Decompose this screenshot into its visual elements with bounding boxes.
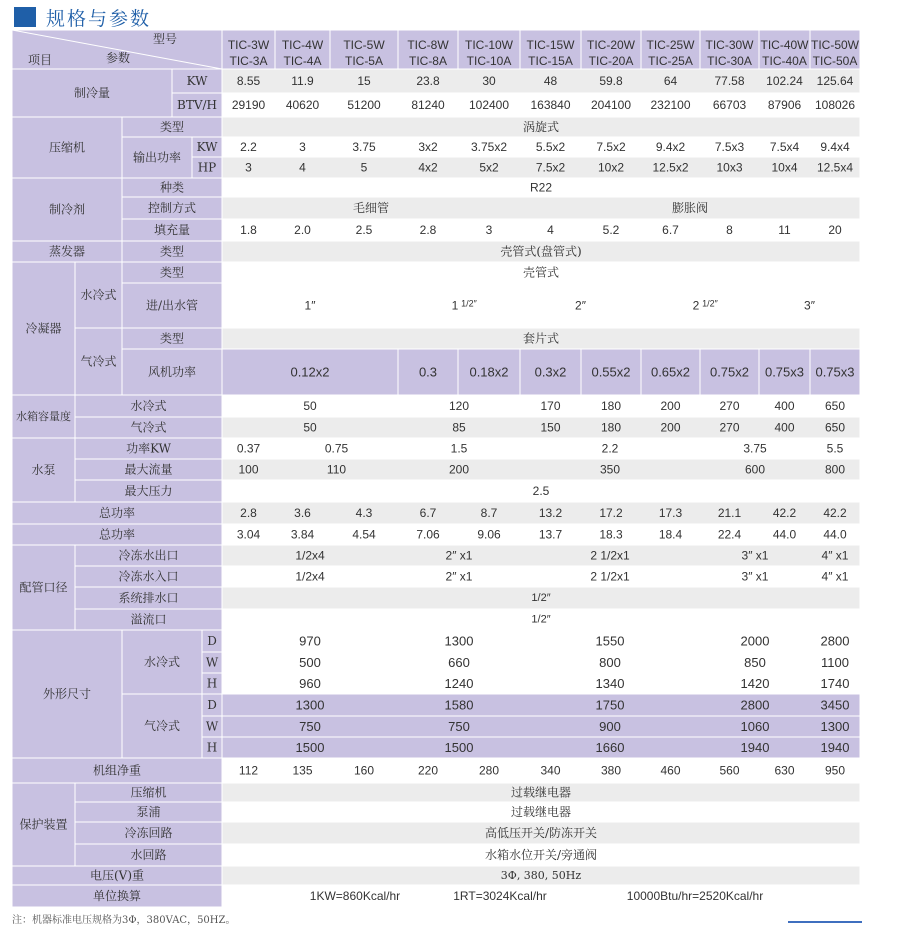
cool-btu-value: 204100 [590,98,632,112]
dim-value: 1580 [444,697,474,713]
label-voltage-text: 电压(V)重 [89,868,145,883]
total-power-2-value: 18.4 [658,527,683,542]
label-dim-h-text: H [206,676,218,691]
label-pump-power-text: 功率KW [126,441,171,456]
label-compressor-text: 压缩机 [48,140,86,155]
model-name: TIC-8W [407,38,449,52]
pipe-value-fraction: 1/2″ [461,298,477,309]
label-net-weight-text: 机组净重 [92,763,142,778]
fan-value: 0.75x2 [709,364,750,380]
ref-charge-value: 2.8 [419,223,437,237]
label-cond-air-text: 气冷式 [80,354,117,369]
model-name: TIC-40W [760,38,809,52]
total-power-1-value: 21.1 [717,506,742,520]
model-name: TIC-20W [587,38,635,52]
comp-hp-value: 4 [299,160,306,175]
cool-kw-value: 77.58 [714,74,745,88]
label-chilled-out-text: 冷冻水出口 [118,548,179,563]
total-power-2-value: 3.04 [236,527,261,542]
chilled-out-value: 1/2x4 [295,548,325,563]
model-name: TIC-10W [465,38,513,52]
label-conversion-text: 单位换算 [92,889,142,903]
tank-air-value: 150 [540,420,561,435]
fan-value: 0.3 [418,364,438,380]
net-weight-value: 380 [600,763,622,778]
model-name: TIC-25A [648,54,693,68]
tank-water-value: 50 [303,399,317,413]
dim-value: 2000 [740,633,770,649]
pipe-value-fraction: 1/2″ [702,298,718,309]
label-evap-type-text: 类型 [159,244,185,259]
model-name: TIC-15W [526,38,575,52]
ref-charge-value: 2.0 [294,223,311,237]
label-total-power-1-text: 总功率 [98,506,136,520]
chilled-in-value: 4″ x1 [821,569,849,584]
tank-water-value: 650 [824,399,846,413]
label-cond-water-text: 水冷式 [80,288,117,302]
net-weight-value: 135 [292,763,313,778]
total-power-1-value: 17.2 [599,506,623,520]
label-prot-pump-text: 泵浦 [136,805,161,819]
label-dim-h-text: H [206,740,218,755]
label-kw-text: KW [186,74,208,88]
cool-kw-value: 15 [357,74,371,88]
total-power-1-value: 42.2 [823,506,847,520]
cool-btu-value: 163840 [530,98,571,112]
label-comp-kw-text: KW [196,140,218,154]
dim-value: 1300 [295,697,325,713]
comp-hp-value: 12.5x2 [652,160,689,175]
tank-water-value: 270 [719,399,740,413]
conversion-value: 10000Btu/hr=2520Kcal/hr [626,889,764,903]
comp-hp-value: 7.5x2 [535,160,566,175]
pump-kw-value: 2.2 [601,441,619,456]
total-power-2-value: 13.7 [538,527,563,542]
fan-value: 0.12x2 [290,364,330,380]
label-ref-kind-text: 种类 [159,180,185,195]
cool-btu-value: 108026 [814,98,856,112]
comp-kw-value: 5.5x2 [535,140,566,154]
label-dim-air-text: 气冷式 [143,719,181,733]
label-comp-hp-text: HP [197,160,217,175]
tank-air-value: 50 [303,420,317,435]
model-name: TIC-5A [344,54,384,68]
cool-kw-value: 102.24 [766,74,803,88]
cool-btu-value: 232100 [650,98,691,112]
label-pump-pressure-text: 最大压力 [124,484,173,498]
net-weight-value: 950 [824,763,846,778]
net-weight-value: 630 [774,763,795,778]
pump-pressure-value: 2.5 [532,484,550,498]
label-pump-flow-text: 最大流量 [124,462,173,477]
dim-value: 1750 [595,697,625,713]
dim-value: 750 [299,719,321,734]
tank-air-value: 270 [719,420,740,435]
pipe-value: 1″ [304,298,316,313]
comp-kw-value: 3.75 [352,140,376,154]
label-tank-water-text: 水冷式 [130,399,167,413]
cool-btu-value: 87906 [767,98,802,112]
total-power-2-value: 22.4 [717,527,742,542]
corner-param: 参数 [105,51,131,65]
total-power-1-value: 8.7 [480,506,498,520]
total-power-2-value: 3.84 [290,527,315,542]
cool-kw-value: 23.8 [416,74,440,88]
label-refrigerant-text: 制冷剂 [48,202,86,217]
cool-btu-value: 51200 [347,98,381,112]
ref-charge-value: 5.2 [602,223,620,237]
fan-value: 0.3x2 [534,364,567,380]
ref-kind-value: R22 [529,180,553,195]
model-name: TIC-30A [707,54,752,68]
cool-btu-value: 81240 [411,98,445,112]
model-name: TIC-3W [227,38,270,52]
total-power-2-value: 4.54 [352,527,376,542]
dim-value: 1940 [740,740,770,755]
fan-value: 0.75x3 [764,364,805,380]
total-power-1-value: 13.2 [538,506,563,520]
ref-charge-value: 8 [726,223,733,237]
dim-value: 1500 [295,740,325,755]
prot-chill-value: 高低压开关/防冻开关 [484,826,598,840]
label-fan-text: 风机功率 [147,365,197,379]
cool-kw-value: 11.9 [291,74,314,88]
ref-control-row [222,197,860,219]
tank-water-value: 400 [774,399,795,413]
fan-value: 0.18x2 [469,364,509,380]
label-btu-text: BTV/H [177,98,217,112]
dim-value: 3450 [820,697,850,713]
label-prot-water-text: 水回路 [130,848,167,862]
net-weight-value: 340 [540,763,561,778]
cool-kw-value: 64 [663,74,678,88]
ref-control-value: 毛细管 [352,201,390,215]
net-weight-value: 460 [660,763,681,778]
total-power-2-value: 7.06 [416,527,440,542]
model-name: TIC-50A [812,54,858,68]
dim-value: 1300 [444,633,474,649]
total-power-2-value: 44.0 [823,527,847,542]
spec-table [12,30,860,907]
comp-kw-value: 3x2 [418,140,438,154]
model-name: TIC-8A [408,54,448,68]
chilled-out-value: 4″ x1 [821,548,849,563]
pump-flow-value: 600 [744,462,766,477]
chilled-out-value: 2 1/2x1 [590,548,630,563]
evap-type-value: 壳管式(盘管式) [500,244,582,259]
total-power-1-value: 42.2 [772,506,797,520]
model-name: TIC-50W [811,38,859,52]
net-weight-value: 220 [417,763,439,778]
total-power-1-value: 4.3 [355,506,373,520]
ref-control-value: 膨胀阀 [671,201,709,215]
label-dim-w-text: W [205,655,219,670]
comp-kw-value: 7.5x3 [714,140,745,154]
ref-charge-value: 4 [547,223,554,237]
cool-btu-value: 29190 [231,98,266,112]
label-pipe-text: 进/出水管 [145,298,199,313]
comp-hp-value: 12.5x4 [816,160,854,175]
comp-kw-value: 3.75x2 [470,140,508,154]
dim-value: 1660 [595,740,625,755]
pump-flow-value: 110 [326,462,347,477]
total-power-2-value: 18.3 [599,527,623,542]
dim-value: 1500 [444,740,474,755]
label-tank-air-text: 气冷式 [130,420,167,435]
conversion-value: 1RT=3024Kcal/hr [453,889,547,903]
label-comp-type-text: 类型 [159,120,185,134]
prot-pump-value: 过载继电器 [510,805,572,819]
fan-value: 0.55x2 [591,364,631,380]
page-title: 规格与参数 [46,7,152,30]
dim-value: 2800 [740,697,770,713]
cool-kw-value: 30 [482,74,496,88]
ref-charge-value: 6.7 [662,223,679,237]
ref-charge-value: 11 [778,223,791,237]
dim-value: 1060 [740,719,770,734]
label-prot-comp-text: 压缩机 [130,785,167,800]
dim-value: 500 [299,655,321,670]
dim-value: 970 [299,633,321,649]
dim-value: 900 [599,719,621,734]
label-dim-d-text: D [207,634,217,648]
total-power-2-value: 44.0 [772,527,797,542]
label-pipe-dia-text: 配管口径 [19,580,68,595]
pump-kw-value: 0.75 [324,441,349,456]
label-ref-charge-text: 填充量 [153,223,191,237]
corner-item: 项目 [27,53,53,67]
total-power-1-value: 3.6 [294,506,311,520]
pump-kw-value: 5.5 [826,441,844,456]
pump-kw-value: 1.5 [450,441,468,456]
label-cooling-text: 制冷量 [73,86,111,100]
total-power-2-value: 9.06 [477,527,501,542]
chilled-in-value: 1/2x4 [295,569,325,584]
dim-value: 1420 [740,676,770,691]
chilled-in-value: 3″ x1 [741,569,769,584]
model-name: TIC-25W [646,38,695,52]
model-name: TIC-20A [588,54,634,68]
dim-value: 1240 [444,676,474,691]
comp-kw-value: 3 [299,140,306,154]
pump-flow-value: 100 [238,462,259,477]
prot-water-value: 水箱水位开关/旁通阀 [484,848,598,862]
dim-value: 1940 [820,740,850,755]
pump-kw-value: 3.75 [743,441,767,456]
comp-kw-value: 7.5x2 [596,140,626,154]
label-output-power-text: 输出功率 [132,150,182,165]
pipe-value: 1 [451,298,459,313]
pump-flow-value: 800 [824,462,846,477]
model-name: TIC-30W [705,38,754,52]
pipe-row [222,283,860,328]
pipe-value: 2″ [575,298,586,313]
corner-model: 型号 [152,32,178,46]
tank-water-value: 200 [660,399,681,413]
label-cond-air-type-text: 类型 [159,331,185,346]
dim-value: 800 [599,655,621,670]
net-weight-value: 112 [238,763,259,778]
label-dim-water-text: 水冷式 [143,655,181,669]
comp-type-value: 涡旋式 [522,120,560,134]
total-power-1-value: 2.8 [240,506,257,520]
tank-air-value: 200 [660,420,681,435]
label-overflow-text: 溢流口 [130,612,167,627]
cond-water-type-value: 壳管式 [522,265,560,280]
model-name: TIC-5W [343,38,385,52]
label-dim-d-text: D [207,698,217,712]
cool-kw-value: 59.8 [599,74,623,88]
pipe-value: 2 [692,298,700,313]
comp-hp-value: 4x2 [418,160,438,175]
comp-hp-value: 10x2 [597,160,625,175]
label-prot-chill-text: 冷冻回路 [124,826,173,840]
ref-charge-value: 1.8 [240,223,257,237]
footnote: 注：机器标准电压规格为3Φ，380VAC，50HZ。 [12,915,236,926]
pump-flow-value: 200 [448,462,470,477]
chilled-in-value: 2 1/2x1 [590,569,630,584]
net-weight-value: 280 [478,763,500,778]
label-evaporator-text: 蒸发器 [48,244,86,259]
conversion-value: 1KW=860Kcal/hr [309,889,401,903]
model-name: TIC-15A [528,54,573,68]
tank-air-value: 85 [452,420,466,435]
tank-air-value: 180 [600,420,622,435]
cool-kw-row [222,69,860,93]
label-chilled-in-text: 冷冻水入口 [118,569,179,584]
cool-btu-value: 40620 [285,98,320,112]
chilled-out-value: 2″ x1 [445,548,473,563]
comp-hp-value: 5x2 [479,160,499,175]
section-marker-icon [14,7,36,27]
ref-charge-value: 3 [485,223,493,237]
section-header [14,4,151,30]
pipe-value: 3″ [804,298,815,313]
tank-air-value: 400 [774,420,795,435]
voltage-value: 3Φ, 380, 50Hz [500,869,582,882]
tank-air-value: 650 [824,420,846,435]
ref-charge-value: 20 [828,223,842,237]
comp-hp-value: 3 [245,160,252,175]
comp-kw-value: 9.4x2 [655,140,686,154]
fan-value: 0.75x3 [815,364,855,380]
cool-kw-value: 48 [543,74,558,88]
tank-water-value: 180 [600,399,622,413]
dim-value: 1740 [820,676,850,691]
comp-hp-value: 10x3 [716,160,743,175]
dim-value: 1340 [595,676,625,691]
dim-value: 1300 [820,719,850,734]
ref-charge-row [222,219,860,241]
total-power-1-value: 6.7 [419,506,437,520]
label-total-power-2-text: 总功率 [98,527,136,542]
tank-water-value: 170 [540,399,561,413]
chilled-out-value: 3″ x1 [741,548,769,563]
dim-value: 2800 [820,633,850,649]
label-dim-w-text: W [205,719,219,734]
dim-value: 1100 [821,655,849,670]
cool-kw-value: 8.55 [236,74,261,88]
label-dimensions-text: 外形尺寸 [42,687,92,701]
net-weight-value: 160 [353,763,375,778]
dim-value: 850 [744,655,766,670]
model-name: TIC-4A [283,54,322,68]
model-name: TIC-40A [762,54,807,68]
label-ref-control-text: 控制方式 [147,201,197,215]
comp-kw-value: 7.5x4 [769,140,800,154]
decorative-bar [788,921,862,923]
label-drain-text: 系统排水口 [118,591,179,605]
model-name: TIC-3A [229,54,268,68]
pump-kw-value: 0.37 [236,441,261,456]
dim-value: 1550 [595,633,625,649]
dim-value: 960 [299,676,321,691]
net-weight-value: 560 [719,763,740,778]
comp-hp-value: 10x4 [771,160,798,175]
pump-flow-value: 350 [599,462,621,477]
overflow-value: 1/2″ [531,613,551,626]
chilled-in-value: 2″ x1 [445,569,473,584]
label-pump-text: 水泵 [31,463,56,477]
label-condenser-text: 冷凝器 [25,321,62,336]
label-protection-text: 保护装置 [19,817,68,832]
dim-value: 660 [448,655,470,670]
label-tank-text: 水箱容量度 [16,410,71,423]
tank-water-value: 120 [448,399,470,413]
prot-comp-value: 过载继电器 [510,785,572,800]
dim-value: 750 [448,719,470,734]
label-cond-water-type-text: 类型 [159,265,185,280]
total-power-1-value: 17.3 [658,506,683,520]
comp-kw-value: 2.2 [240,140,257,154]
comp-kw-value: 9.4x4 [820,140,850,154]
model-name: TIC-4W [281,38,324,52]
cool-btu-value: 102400 [468,98,510,112]
comp-hp-value: 5 [360,160,368,175]
drain-value: 1/2″ [531,592,551,604]
cool-kw-value: 125.64 [816,74,854,88]
cool-btu-value: 66703 [712,98,747,112]
ref-charge-value: 2.5 [355,223,373,237]
model-name: TIC-10A [466,54,512,68]
fan-value: 0.65x2 [650,364,691,380]
cond-air-type-value: 套片式 [522,331,560,346]
